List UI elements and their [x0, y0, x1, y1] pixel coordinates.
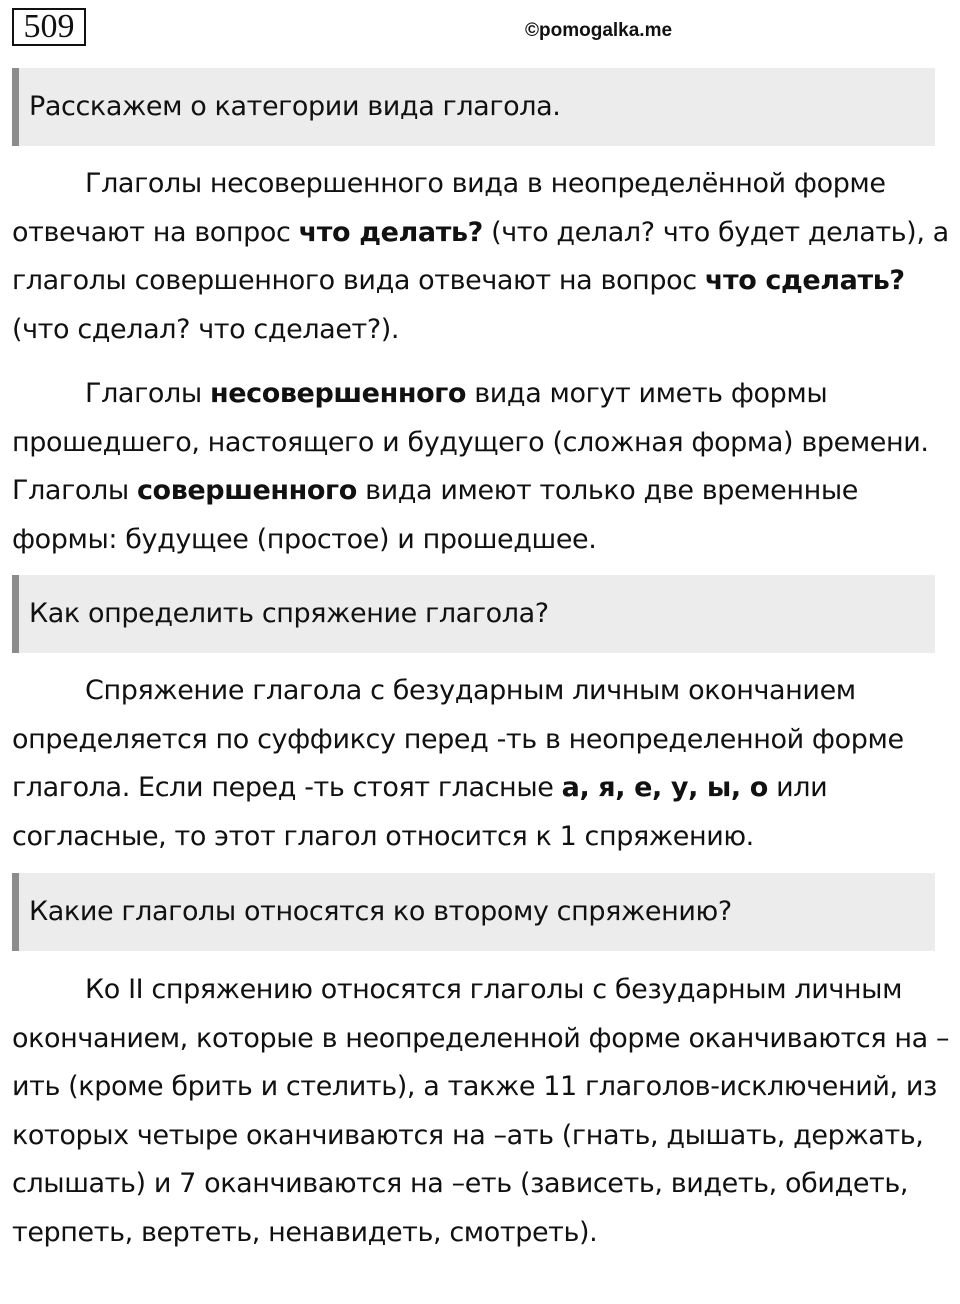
answer-bold-term: совершенного — [136, 475, 357, 506]
answer-text: (что сделал? что сделает?). — [12, 313, 400, 345]
answer-aspect-paragraph-1 — [12, 160, 952, 354]
answer-text: Глаголы несовершенного вида в неопределённой форме отвечают на вопрос — [12, 168, 886, 248]
answer-text: вида имеют только две временные формы: будущее (простое) и прошедшее. — [12, 475, 859, 555]
answer-text: Глаголы — [85, 378, 210, 409]
answer-bold-term: несовершенного — [209, 378, 467, 409]
question-aspect-category: Расскажем о категории вида глагола. — [12, 68, 935, 146]
answer-bold-term: что сделать? — [704, 265, 905, 296]
answer-second-conjugation-paragraph — [12, 966, 952, 1257]
answer-text: вида могут иметь формы прошедшего, настоящего и будущего (сложная форма) времени. Глаголы — [12, 378, 929, 506]
question-conjugation: Как определить спряжение глагола? — [12, 575, 935, 653]
page-header — [0, 0, 960, 60]
answer-conjugation-paragraph — [12, 667, 952, 861]
task-number-box: 509 — [12, 8, 86, 46]
answer-bold-term: что делать? — [298, 216, 483, 248]
answer-text: или согласные, то этот глагол относится к 1 спряжению. — [12, 772, 828, 852]
answer-aspect-paragraph-2 — [12, 370, 952, 564]
answer-text: Ко II спряжению относятся глаголы с безударным личным окончанием, которые в неопределенной форме оканчиваются на –ить (кроме брить и стелить), а также 11 глаголов-исключений, из которых четыре оканчиваются на –ать (гнать, дышать, держать, слышать) и 7 оканчиваются на –еть (зависеть, видеть, обидеть, терпеть, вертеть, ненавидеть, смотреть). — [12, 974, 950, 1248]
answer-text: (что делал? что будет делать), а глаголы совершенного вида отвечают на вопрос — [12, 216, 949, 296]
copyright-label: ©pomogalka.me — [525, 20, 673, 41]
answer-bold-term: а, я, е, у, ы, о — [561, 772, 768, 803]
answer-text: Спряжение глагола с безударным личным окончанием определяется по суффиксу перед -ть в неопределенной форме глагола. Если перед -ть стоят гласные — [12, 675, 904, 803]
question-second-conjugation: Какие глаголы относятся ко второму спряжению? — [12, 873, 935, 951]
